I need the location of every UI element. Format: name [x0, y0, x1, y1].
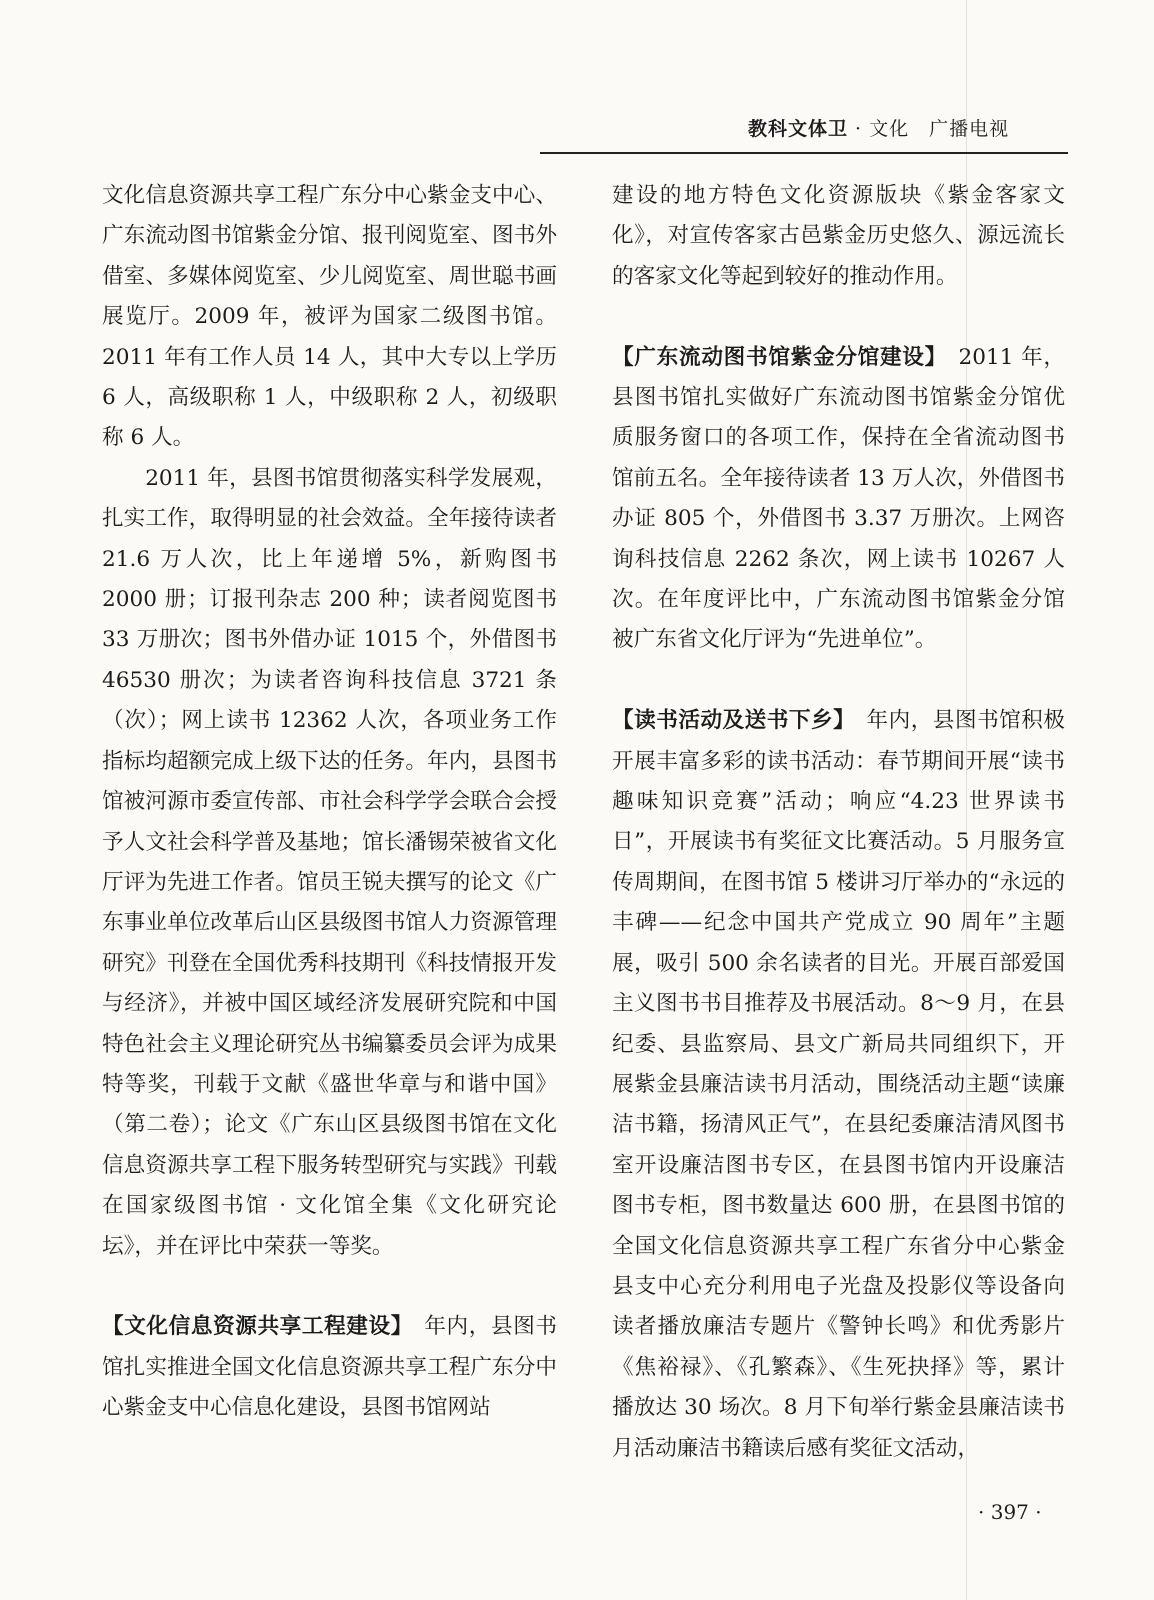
header-rule — [540, 152, 1068, 154]
header-subsection: 文化 广播电视 — [869, 118, 1010, 140]
running-header — [748, 114, 1009, 141]
left-column — [102, 176, 557, 1429]
left-paragraph-3-body: 年内，县图书馆扎实推进全国文化信息资源共享工程广东分中心紫金支中心信息化建设，县图书馆网站 — [102, 1314, 557, 1421]
section-heading-resource-sharing: 【文化信息资源共享工程建设】 — [102, 1314, 403, 1340]
left-paragraph-2: 2011 年，县图书馆贯彻落实科学发展观，扎实工作，取得明显的社会效益。全年接待读者 21.6 万人次，比上年递增 5%，新购图书 2000 册；订报刊杂志 200 种；读者阅览图书 33 万册次；图书外借办证 1015 个，外借图书 46530 册次；为读者咨询科技信息 3721 条（次）；网上读书 12362 人次，各项业务工作指标均超额完成上级下达的任务。年内，县图书馆被河源市委宣传部、市社会科学学会联合会授予人文社会科学普及基地；馆长潘锡荣被省文化厅评为先进工作者。馆员王锐夫撰写的论文《广东事业单位改革后山区县级图书馆人力资源管理研究》刊登在全国优秀科技期刊《科技情报开发与经济》，并被中国区域经济发展研究院和中国特色社会主义理论研究丛书编纂委员会评为成果特等奖，刊载于文献《盛世华章与和谐中国》（第二卷）；论文《广东山区县级图书馆在文化信息资源共享工程下服务转型研究与实践》刊载在国家级图书馆 · 文化馆全集《文化研究论坛》，并在评比中荣获一等奖。 — [102, 465, 557, 1259]
header-separator: · — [848, 118, 870, 140]
page-number: · 397 · — [978, 1500, 1042, 1524]
right-column — [612, 176, 1065, 1469]
section-heading-reading-activities: 【读书活动及送书下乡】 — [612, 708, 845, 734]
right-paragraph-3 — [612, 701, 1065, 1469]
left-paragraph-1: 文化信息资源共享工程广东分中心紫金支中心、广东流动图书馆紫金分馆、报刊阅览室、图书外借室、多媒体阅览室、少儿阅览室、周世聪书画展览厅。2009 年，被评为国家二级图书馆。2011 年有工作人员 14 人，其中大专以上学历 6 人，高级职称 1 人，中级职称 2 人，初级职称 6 人。 — [102, 183, 557, 451]
left-paragraph-3 — [102, 1307, 557, 1428]
header-section: 教科文体卫 — [748, 118, 849, 140]
section-heading-mobile-library: 【广东流动图书馆紫金分馆建设】 — [612, 344, 937, 370]
right-paragraph-3-body: 年内，县图书馆积极开展丰富多彩的读书活动：春节期间开展“读书趣味知识竞赛”活动；响应“4.23 世界读书日”，开展读书有奖征文比赛活动。5 月服务宣传周期间，在图书馆 5 楼讲习厅举办的“永远的丰碑——纪念中国共产党成立 90 周年”主题展，吸引 500 余名读者的目光。开展百部爱国主义图书书目推荐及书展活动。8～9 月，在县纪委、县监察局、县文广新局共同组织下，开展紫金县廉洁读书月活动，围绕活动主题“读廉洁书籍，扬清风正气”，在县纪委廉洁清风图书室开设廉洁图书专区，在县图书馆内开设廉洁图书专柜，图书数量达 600 册，在县图书馆的全国文化信息资源共享工程广东省分中心紫金县支中心充分利用电子光盘及投影仪等设备向读者播放廉洁专题片《警钟长鸣》和优秀影片《焦裕禄》、《孔繁森》、《生死抉择》等，累计播放达 30 场次。8 月下旬举行紫金县廉洁读书月活动廉洁书籍读后感有奖征文活动， — [612, 708, 1065, 1461]
right-paragraph-1: 建设的地方特色文化资源版块《紫金客家文化》，对宣传客家古邑紫金历史悠久、源远流长的客家文化等起到较好的推动作用。 — [612, 183, 1065, 289]
right-paragraph-2-body: 2011 年，县图书馆扎实做好广东流动图书馆紫金分馆优质服务窗口的各项工作，保持在全省流动图书馆前五名。全年接待读者 13 万人次，外借图书办证 805 个，外借图书 3.37 万册次。上网咨询科技信息 2262 条次，网上读书 10267 人次。在年度评比中，广东流动图书馆紫金分馆被广东省文化厅评为“先进单位”。 — [612, 344, 1066, 653]
right-paragraph-2 — [612, 338, 1065, 661]
